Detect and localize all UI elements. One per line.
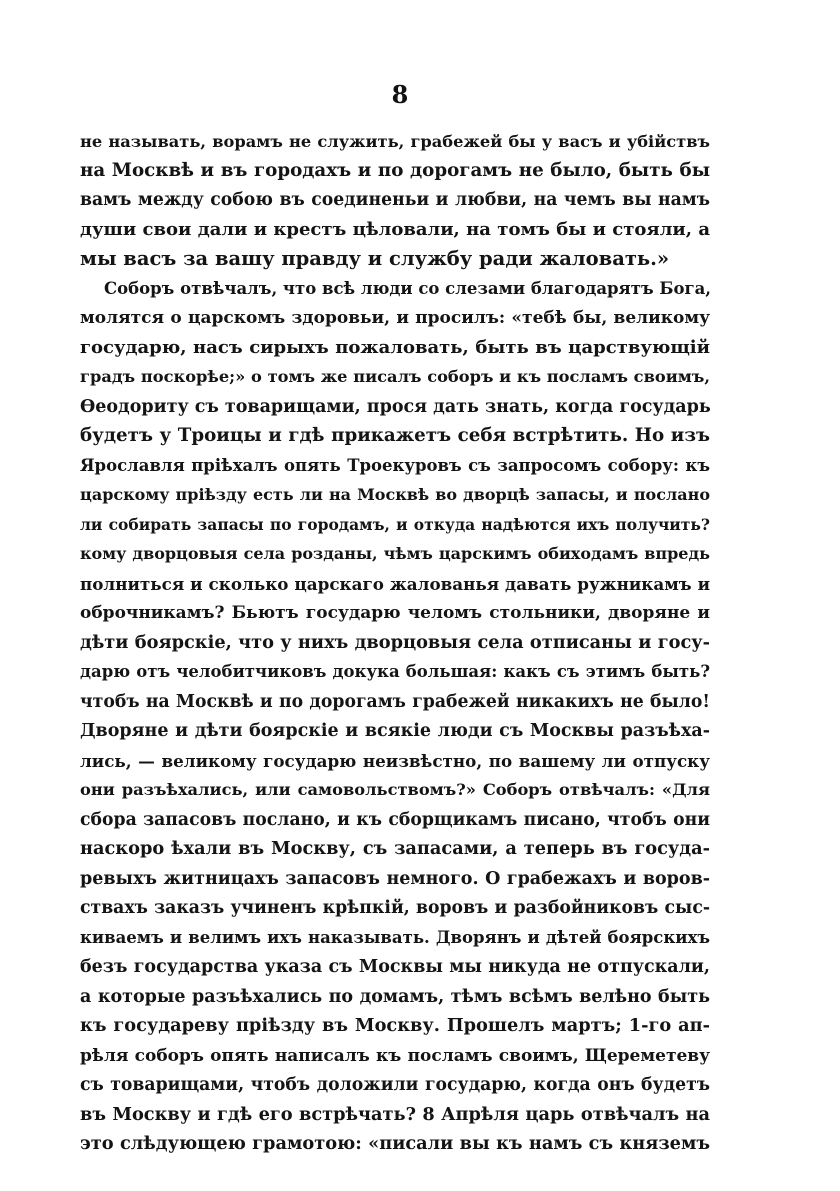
text-line: Ярославля пріѣхалъ опять Троекуровъ съ запросомъ собору: къ — [80, 456, 710, 475]
text-line: Ѳеодориту съ товарищами, прося дать знать, когда государь — [80, 397, 711, 417]
text-line: полниться и сколько царскаго жалованья давать ружникамъ и — [80, 574, 710, 594]
text-line: это слѣдующею грамотою: «писали вы къ намъ съ княземъ — [80, 1133, 710, 1154]
text-line: кому дворцовыя села розданы, чѣмъ царскимъ обиходамъ впредь — [80, 544, 710, 563]
text-line: на Москвѣ и въ городахъ и по дорогамъ не было, быть бы — [80, 160, 710, 181]
text-line: киваемъ и велимъ ихъ наказывать. Дворянъ и дѣтей боярскихъ — [80, 928, 710, 947]
text-line: сбора запасовъ послано, и къ сборщикамъ писано, чтобъ они — [80, 810, 710, 830]
text-line: дѣти боярскіе, что у нихъ дворцовыя села отписаны и госу- — [80, 632, 710, 653]
text-line: вамъ между собою въ соединеньи и любви, на чемъ вы намъ — [80, 190, 710, 210]
text-line: къ государеву пріѣзду въ Москву. Прошелъ мартъ; 1-го ап- — [80, 1015, 710, 1036]
text-line: государю, насъ сирыхъ пожаловать, быть въ царствующій — [80, 337, 710, 358]
page-number: 8 — [391, 80, 409, 109]
text-line: а которые разъѣхались по домамъ, тѣмъ всѣмъ велѣно быть — [80, 987, 710, 1007]
text-line: наскоро ѣхали въ Москву, съ запасами, а теперь въ госуда- — [80, 838, 710, 859]
text-line: ли собирать запасы по городамъ, и откуда надѣются ихъ получить? — [80, 515, 710, 534]
text-line: дарю отъ челобитчиковъ докука большая: какъ съ этимъ быть? — [80, 662, 710, 681]
text-line: не называть, ворамъ не служить, грабежей бы у васъ и убійствъ — [80, 132, 710, 151]
text-line: Дворяне и дѣти боярскіе и всякіе люди съ Москвы разъѣха- — [80, 721, 710, 741]
text-line: въ Москву и гдѣ его встрѣчать? 8 Апрѣля царь отвѣчалъ на — [80, 1104, 710, 1125]
text-line: съ товарищами, чтобъ доложили государю, когда онъ будетъ — [80, 1075, 710, 1095]
text-line: будетъ у Троицы и гдѣ прикажетъ себя встрѣтить. Но изъ — [80, 425, 710, 446]
text-line: оброчникамъ? Бьютъ государю челомъ стольники, дворяне и — [80, 603, 710, 623]
text-line: ствахъ заказъ учиненъ крѣпкій, воровъ и разбойниковъ сыс- — [80, 898, 710, 918]
text-line: лись, — великому государю неизвѣстно, по вашему ли отпуску — [80, 751, 710, 771]
text-line: души свои дали и крестъ цѣловали, на томъ бы и стояли, а — [80, 219, 710, 240]
text-line: царскому пріѣзду есть ли на Москвѣ во дворцѣ запасы, и послано — [80, 485, 710, 504]
text-line: чтобъ на Москвѣ и по дорогамъ грабежей никакихъ не было! — [80, 692, 710, 712]
text-line: градъ поскорѣе;» о томъ же писалъ соборъ и къ посламъ своимъ, — [80, 367, 710, 386]
text-line: они разъѣхались, или самовольствомъ?» Соборъ отвѣчалъ: «Для — [80, 780, 710, 799]
text-line: рѣля соборъ опять написалъ къ посламъ своимъ, Щереметеву — [80, 1046, 710, 1066]
text-line: безъ государства указа съ Москвы мы никуда не отпускали, — [80, 957, 710, 977]
text-line: молятся о царскомъ здоровьи, и просилъ: «тебѣ бы, великому — [80, 308, 710, 328]
text-line: ревыхъ житницахъ запасовъ немного. О грабежахъ и воров- — [80, 869, 710, 889]
text-line: мы васъ за вашу правду и службу ради жаловать.» — [80, 247, 670, 270]
text-line: Соборъ отвѣчалъ, что всѣ люди со слезами благодарятъ Бога, — [104, 279, 712, 298]
